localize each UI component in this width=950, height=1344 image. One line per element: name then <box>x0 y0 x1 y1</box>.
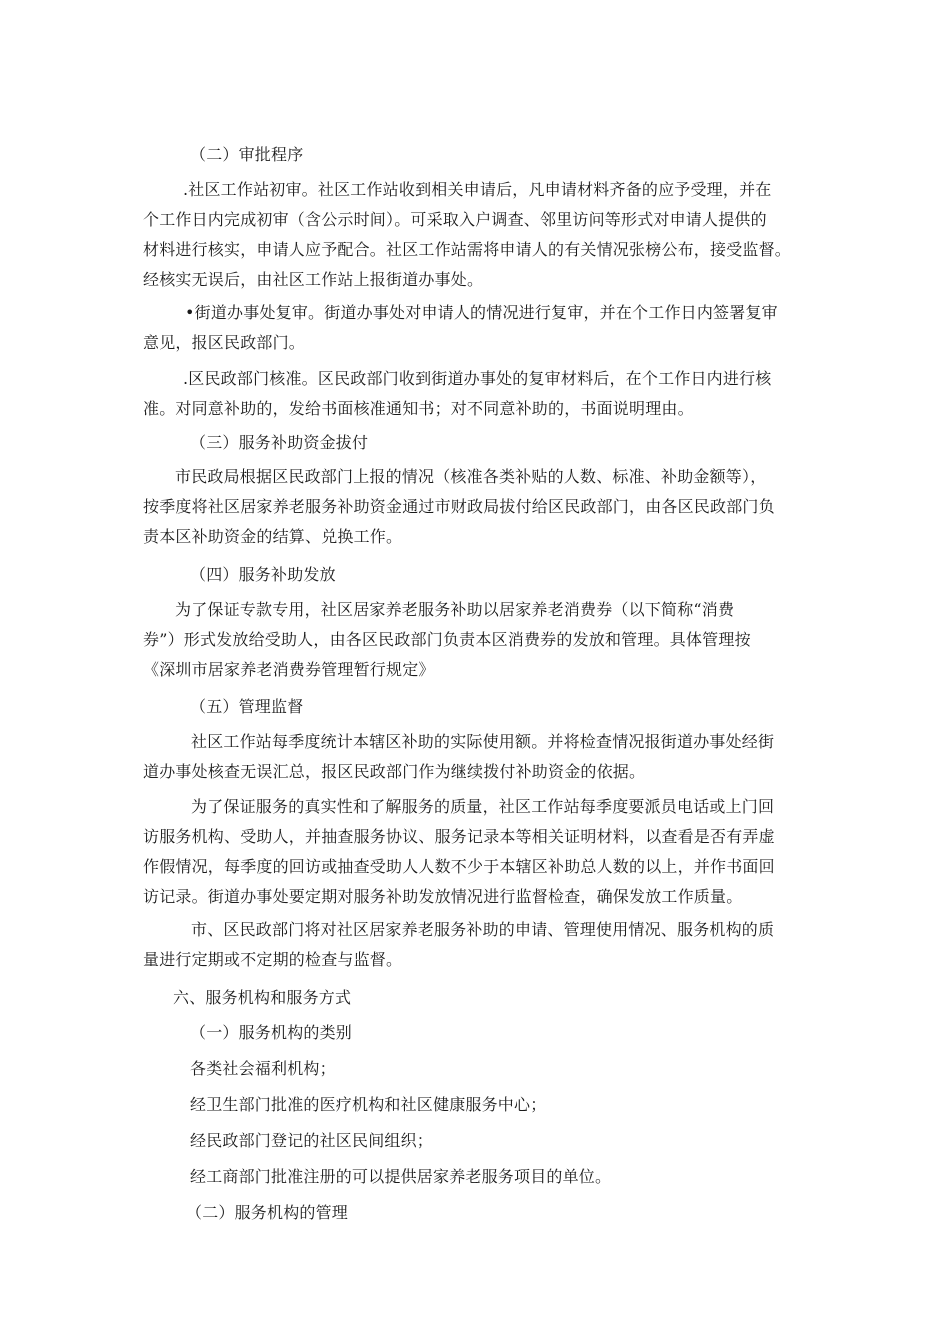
paragraph-funding-allocation: 市民政局根据区民政部门上报的情况（核准各类补贴的人数、标准、补助金额等）， 按季度将社区居家养老服务补助资金通过市财政局拔付给区民政部门，由各区民政部门负 责本区补助资金的结算、兑换工作。 <box>143 467 775 546</box>
heading-funding-allocation: （三）服务补助资金拔付 <box>190 433 369 452</box>
paragraph-supervision-quality: 为了保证服务的真实性和了解服务的质量，社区工作站每季度要派员电话或上门回 访服务机构、受助人，并抽查服务协议、服务记录本等相关证明材料，以查看是否有弄虚 作假情况，每季度的回访或抽查受助人人数不少于本辖区补助总人数的以上，并作书面回 访记录。街道办事处要定期对服务补助发放情况进行监督检查，确保发放工作质量。 <box>143 797 775 906</box>
paragraph-district-approval: .区民政部门核准。区民政部门收到街道办事处的复审材料后，在个工作日内进行核 准。对同意补助的，发给书面核准通知书；对不同意补助的，书面说明理由。 <box>143 369 772 418</box>
list-item-registered-businesses: 经工商部门批准注册的可以提供居家养老服务项目的单位。 <box>190 1167 612 1186</box>
list-item-civil-organizations: 经民政部门登记的社区民间组织； <box>190 1131 434 1150</box>
paragraph-street-review: •街道办事处复审。街道办事处对申请人的情况进行复审，并在个工作日内签署复审 意见，报区民政部门。 <box>143 303 778 352</box>
heading-subsidy-distribution: （四）服务补助发放 <box>190 565 336 584</box>
paragraph-supervision-inspection: 市、区民政部门将对社区居家养老服务补助的申请、管理使用情况、服务机构的质 量进行定期或不定期的检查与监督。 <box>143 920 775 969</box>
paragraph-subsidy-distribution: 为了保证专款专用，社区居家养老服务补助以居家养老消费券（以下简称“消费 券”）形式发放给受助人，由各区民政部门负责本区消费券的发放和管理。具体管理按 《深圳市居家养老消费券管理暂行规定》 <box>143 600 751 679</box>
list-item-medical-institutions: 经卫生部门批准的医疗机构和社区健康服务中心； <box>190 1095 547 1114</box>
paragraph-community-initial-review: .社区工作站初审。社区工作站收到相关申请后，凡申请材料齐备的应予受理，并在 个工作日内完成初审（含公示时间）。可采取入户调查、邻里访问等形式对申请人提供的 材料进行核实，申请人应予配合。社区工作站需将申请人的有关情况张榜公布，接受监督。 经核实无误后，由社区工作站上报街道办事处。 <box>143 180 792 289</box>
heading-approval-procedure: （二）审批程序 <box>190 145 304 164</box>
heading-section-six: 六、服务机构和服务方式 <box>173 988 352 1007</box>
heading-management-supervision: （五）管理监督 <box>190 697 304 716</box>
paragraph-supervision-usage: 社区工作站每季度统计本辖区补助的实际使用额。并将检查情况报街道办事处经街 道办事处核查无误汇总，报区民政部门作为继续拨付补助资金的依据。 <box>143 732 775 781</box>
heading-service-org-types: （一）服务机构的类别 <box>190 1023 353 1042</box>
heading-service-org-management: （二）服务机构的管理 <box>186 1203 349 1222</box>
list-item-welfare-institutions: 各类社会福利机构； <box>190 1059 336 1078</box>
